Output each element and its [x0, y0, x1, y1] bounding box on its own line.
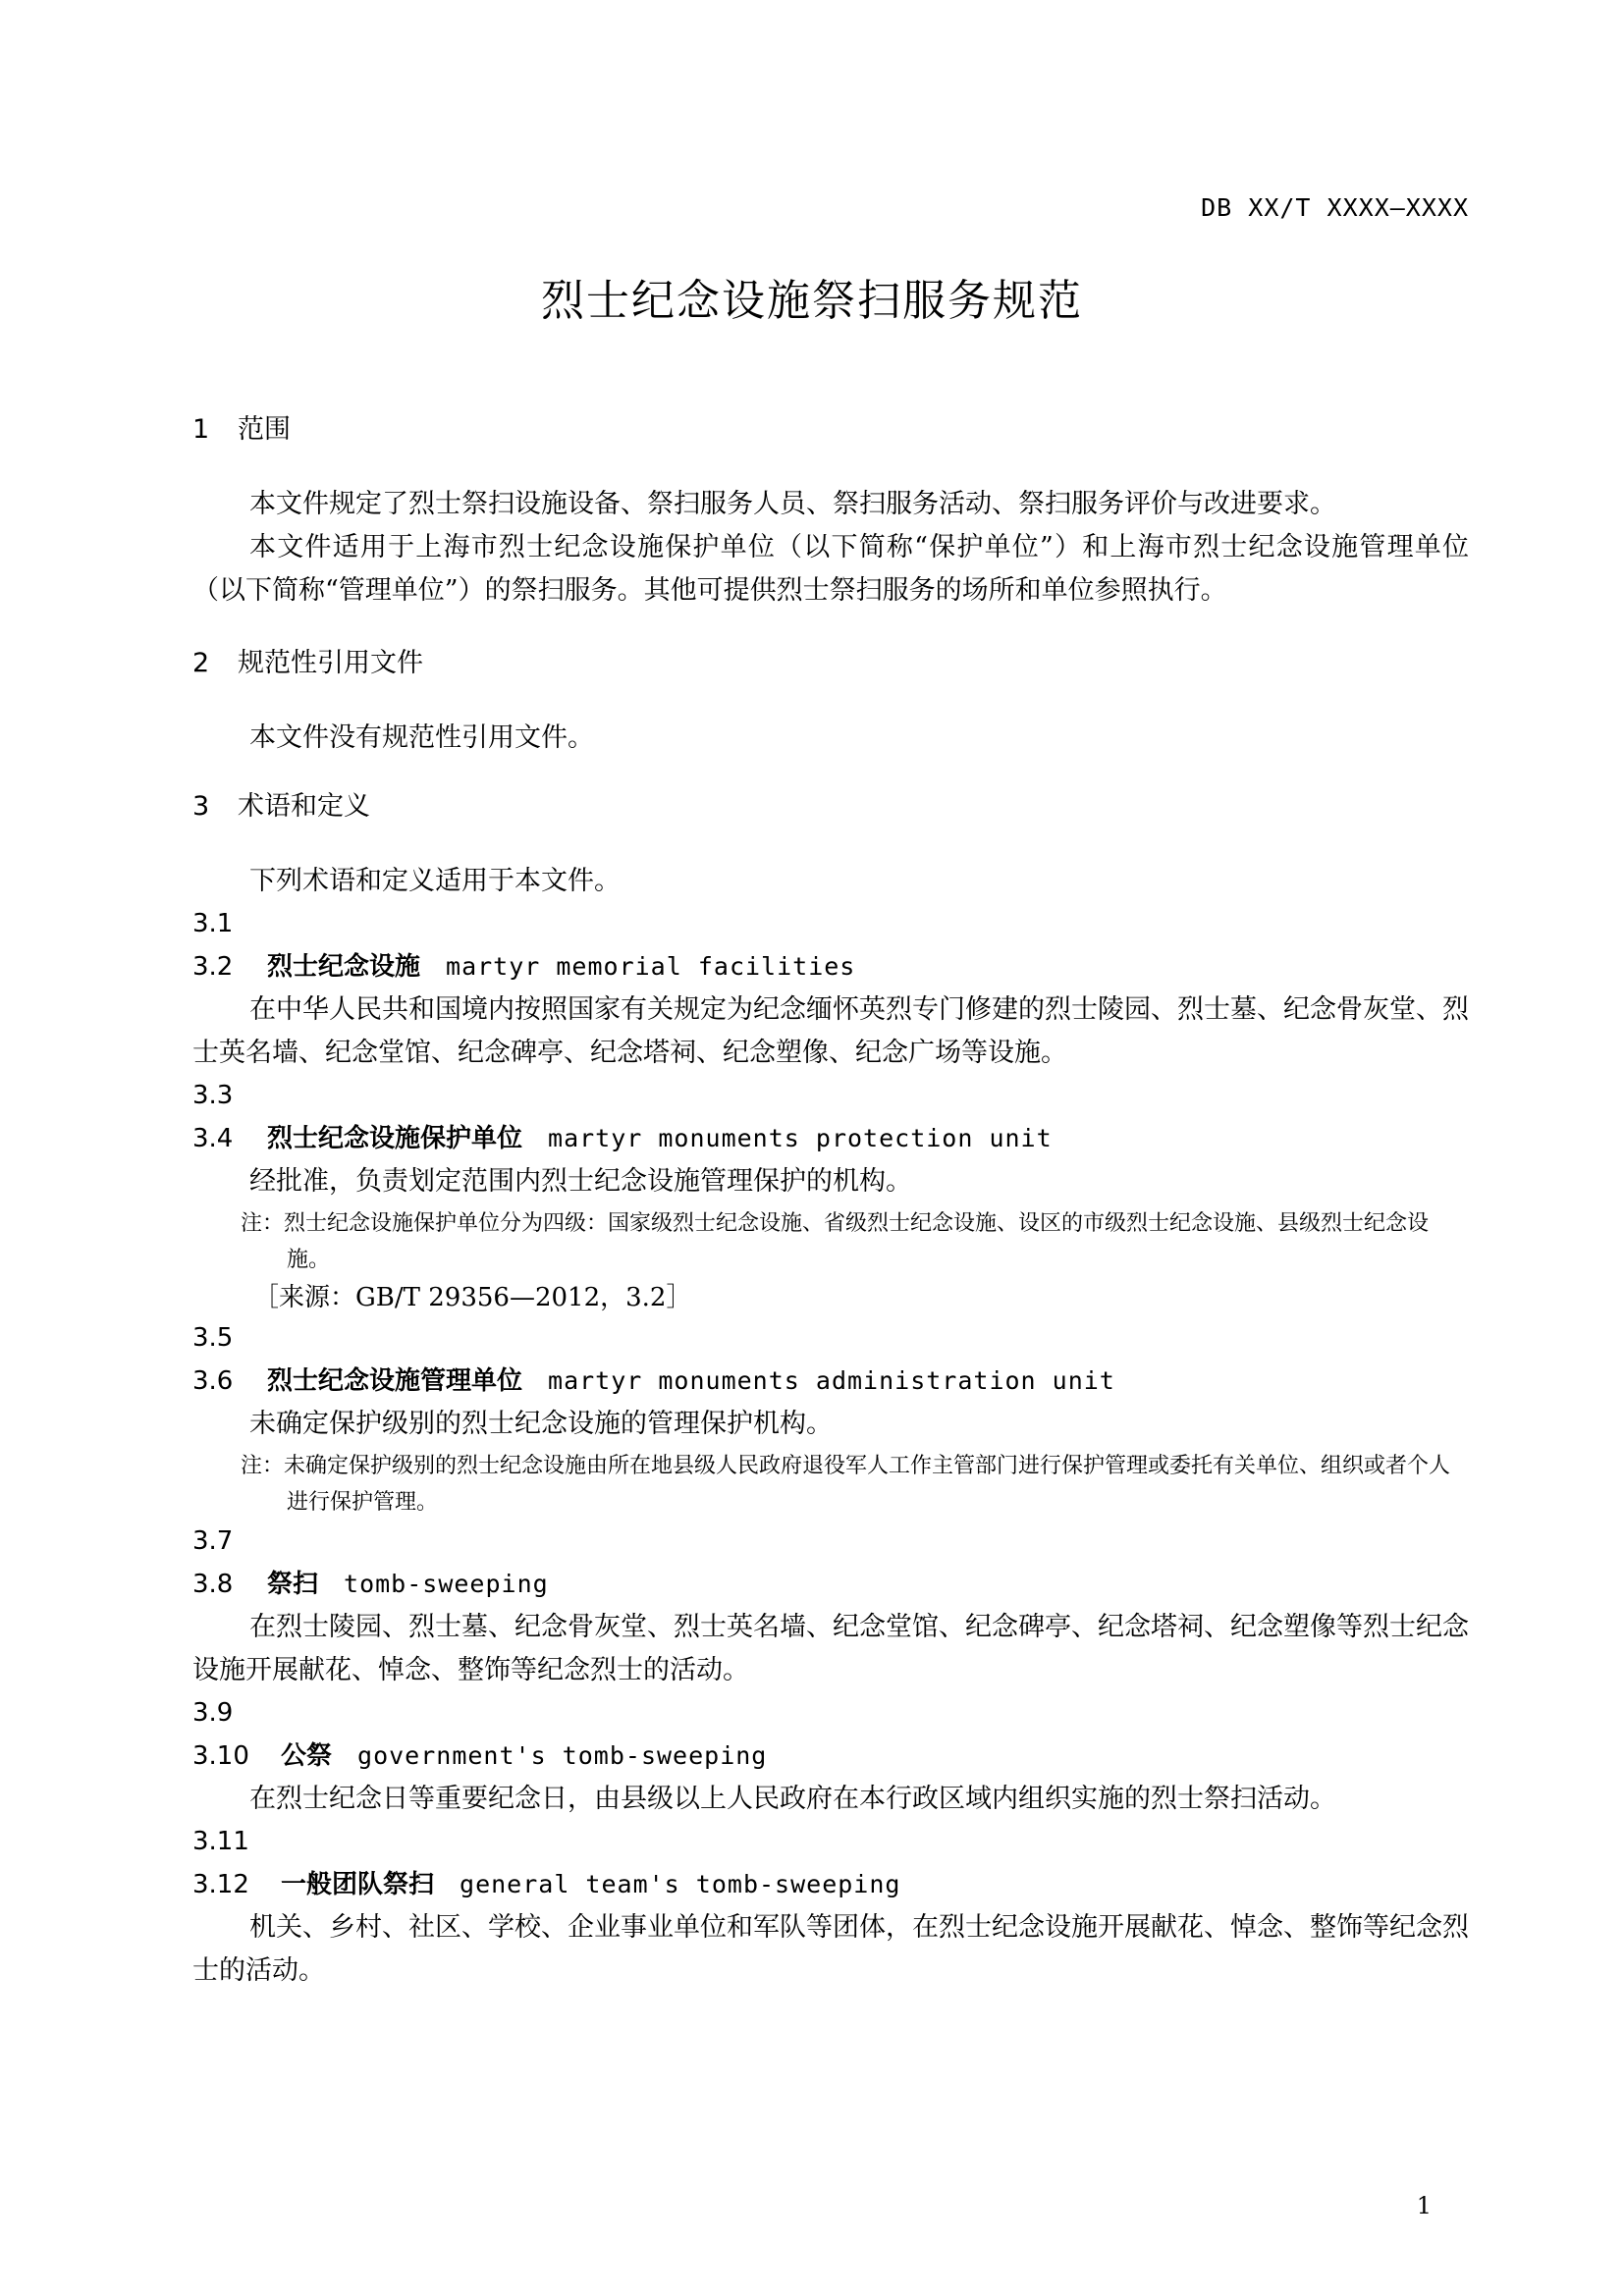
- section-number: 2: [192, 648, 210, 678]
- term-heading: [192, 1863, 1469, 1906]
- term-note: 注：烈士纪念设施保护单位分为四级：国家级烈士纪念设施、省级烈士纪念设施、设区的市级烈士纪念设施、县级烈士纪念设施。: [241, 1211, 1430, 1272]
- standard-code: DB XX/T XXXX—XXXX: [1201, 193, 1469, 222]
- term-number: 3.8: [192, 1570, 234, 1599]
- term-number: 3.9: [192, 1698, 234, 1728]
- term-heading: [192, 1735, 1469, 1778]
- term-number: 3.12: [192, 1870, 249, 1899]
- term-english: tomb-sweeping: [344, 1570, 549, 1598]
- term-definition: 在烈士纪念日等重要纪念日，由县级以上人民政府在本行政区域内组织实施的烈士祭扫活动。: [249, 1784, 1336, 1814]
- term-chinese: 公祭: [281, 1741, 333, 1771]
- document-body: [192, 410, 1469, 1993]
- term-number: 3.11: [192, 1827, 249, 1856]
- term-number: 3.1: [192, 909, 234, 938]
- section-heading-terms: [192, 787, 1469, 827]
- paragraph: 本文件没有规范性引用文件。: [249, 722, 594, 753]
- section-title: 术语和定义: [238, 791, 370, 822]
- term-number: 3.6: [192, 1366, 234, 1396]
- document-title: 烈士纪念设施祭扫服务规范: [541, 276, 1083, 326]
- term-number: 3.3: [192, 1081, 234, 1110]
- paragraph: 本文件规定了烈士祭扫设施设备、祭扫服务人员、祭扫服务活动、祭扫服务评价与改进要求。: [249, 489, 1336, 519]
- term-heading: [192, 945, 1469, 988]
- section-heading-scope: [192, 410, 1469, 450]
- term-heading: [192, 1117, 1469, 1160]
- term-english: general team's tomb-sweeping: [460, 1870, 901, 1898]
- term-english: martyr monuments administration unit: [548, 1366, 1115, 1395]
- paragraph: 下列术语和定义适用于本文件。: [249, 866, 621, 896]
- term-number: 3.4: [192, 1124, 234, 1153]
- term-english: martyr monuments protection unit: [548, 1124, 1053, 1152]
- term-chinese: 一般团队祭扫: [281, 1870, 435, 1899]
- term-english: government's tomb-sweeping: [357, 1741, 768, 1770]
- page-number: 1: [1416, 2192, 1432, 2219]
- term-number: 3.7: [192, 1526, 234, 1556]
- term-english: martyr memorial facilities: [446, 952, 856, 981]
- term-number: 3.5: [192, 1323, 234, 1353]
- term-chinese: 烈士纪念设施: [267, 952, 421, 982]
- term-number: 3.2: [192, 952, 234, 982]
- term-definition: 在烈士陵园、烈士墓、纪念骨灰堂、烈士英名墙、纪念堂馆、纪念碑亭、纪念塔祠、纪念塑像等烈士纪念设施开展献花、悼念、整饰等纪念烈士的活动。: [192, 1612, 1469, 1685]
- term-definition: 未确定保护级别的烈士纪念设施的管理保护机构。: [249, 1409, 833, 1439]
- section-number: 1: [192, 414, 210, 445]
- term-definition: 机关、乡村、社区、学校、企业事业单位和军队等团体，在烈士纪念设施开展献花、悼念、整饰等纪念烈士的活动。: [192, 1912, 1469, 1986]
- paragraph: 本文件适用于上海市烈士纪念设施保护单位（以下简称“保护单位”）和上海市烈士纪念设施管理单位（以下简称“管理单位”）的祭扫服务。其他可提供烈士祭扫服务的场所和单位参照执行。: [192, 532, 1469, 606]
- section-title: 范围: [238, 414, 291, 445]
- term-number: 3.10: [192, 1741, 249, 1771]
- section-title: 规范性引用文件: [238, 648, 423, 678]
- term-definition: 经批准，负责划定范围内烈士纪念设施管理保护的机构。: [249, 1166, 912, 1197]
- term-chinese: 烈士纪念设施保护单位: [267, 1124, 523, 1153]
- term-chinese: 祭扫: [267, 1570, 319, 1599]
- term-heading: [192, 1563, 1469, 1606]
- term-note: 注：未确定保护级别的烈士纪念设施由所在地县级人民政府退役军人工作主管部门进行保护管理或委托有关单位、组织或者个人进行保护管理。: [241, 1454, 1451, 1515]
- term-source: ［来源：GB/T 29356—2012，3.2］: [253, 1283, 692, 1312]
- term-heading: [192, 1360, 1469, 1403]
- term-chinese: 烈士纪念设施管理单位: [267, 1366, 523, 1396]
- section-number: 3: [192, 791, 210, 822]
- term-definition: 在中华人民共和国境内按照国家有关规定为纪念缅怀英烈专门修建的烈士陵园、烈士墓、纪念骨灰堂、烈士英名墙、纪念堂馆、纪念碑亭、纪念塔祠、纪念塑像、纪念广场等设施。: [192, 994, 1469, 1068]
- section-heading-references: [192, 644, 1469, 683]
